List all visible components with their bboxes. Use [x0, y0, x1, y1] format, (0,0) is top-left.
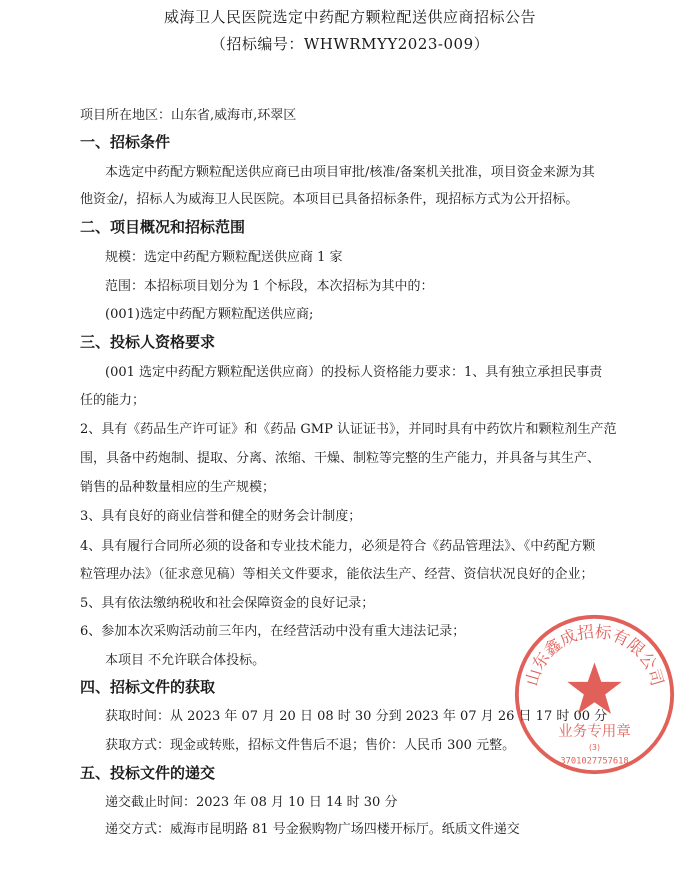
scale-line: 规模：选定中药配方颗粒配送供应商 1 家 — [105, 250, 343, 265]
tender-number: （招标编号：WHWRMYY2023-009） — [210, 35, 490, 53]
project-location: 项目所在地区：山东省,威海市,环翠区 — [80, 108, 297, 123]
section-1-heading: 一、招标条件 — [80, 133, 171, 151]
requirement-2-line-1: 2、具有《药品生产许可证》和《药品 GMP 认证证书》，并同时具有中药饮片和颗粒剂生产范 — [80, 422, 617, 437]
qualification-intro-line-1: (001 选定中药配方颗粒配送供应商）的投标人资格能力要求：1、具有独立承担民事责 — [105, 365, 603, 380]
requirement-4-line-2: 粒管理办法》（征求意见稿）等相关文件要求，能依法生产、经营、资信状况良好的企业； — [80, 567, 594, 582]
requirement-4-line-1: 4、具有履行合同所必须的设备和专业技术能力，必须是符合《药品管理法》、《中药配方颗 — [80, 539, 596, 554]
consortium-note: 本项目 不允许联合体投标。 — [105, 653, 266, 668]
qualification-intro-line-2: 任的能力； — [80, 393, 146, 408]
seal-star-icon — [567, 662, 621, 713]
seal-code-text: 3701027757618 — [560, 756, 629, 767]
section-1-paragraph-line-1: 本选定中药配方颗粒配送供应商已由项目审批/核准/备案机关批准，项目资金来源为其 — [105, 165, 595, 180]
seal-company-text: 山东鑫成招标有限公司 — [521, 622, 668, 689]
section-5-heading: 五、投标文件的递交 — [80, 764, 216, 782]
acquisition-time: 获取时间：从 2023 年 07 月 20 日 08 时 30 分到 2023 年 07 月 26 日 17 时 00 分 — [105, 709, 608, 724]
requirement-2-line-3: 销售的品种数量相应的生产规模； — [80, 480, 276, 495]
document-title: 威海卫人民医院选定中药配方颗粒配送供应商招标公告 — [163, 8, 536, 26]
company-seal — [512, 612, 677, 777]
seal-purpose-text: 业务专用章 — [558, 723, 631, 741]
section-4-heading: 四、招标文件的获取 — [80, 678, 216, 696]
section-1-paragraph-line-2: 他资金/，招标人为威海卫人民医院。本项目已具备招标条件，现招标方式为公开招标。 — [80, 192, 579, 207]
lot-line: (001)选定中药配方颗粒配送供应商; — [105, 307, 314, 322]
requirement-3: 3、具有良好的商业信誉和健全的财务会计制度； — [80, 509, 362, 524]
requirement-5: 5、具有依法缴纳税收和社会保障资金的良好记录； — [80, 596, 375, 611]
requirement-6: 6、参加本次采购活动前三年内，在经营活动中没有重大违法记录； — [80, 624, 466, 639]
section-3-heading: 三、投标人资格要求 — [80, 333, 216, 351]
seal-number-text: (3) — [589, 742, 600, 752]
section-2-heading: 二、项目概况和招标范围 — [80, 218, 246, 236]
acquisition-method: 获取方式：现金或转账，招标文件售后不退；售价：人民币 300 元整。 — [105, 738, 516, 753]
requirement-2-line-2: 围，具备中药炮制、提取、分离、浓缩、干燥、制粒等完整的生产能力，并具备与其生产、 — [80, 451, 601, 466]
submission-place: 递交方式：威海市昆明路 81 号金猴购物广场四楼开标厅。纸质文件递交 — [105, 822, 520, 837]
submission-deadline: 递交截止时间：2023 年 08 月 10 日 14 时 30 分 — [105, 795, 398, 810]
scope-line: 范围：本招标项目划分为 1 个标段，本次招标为其中的： — [105, 279, 434, 294]
